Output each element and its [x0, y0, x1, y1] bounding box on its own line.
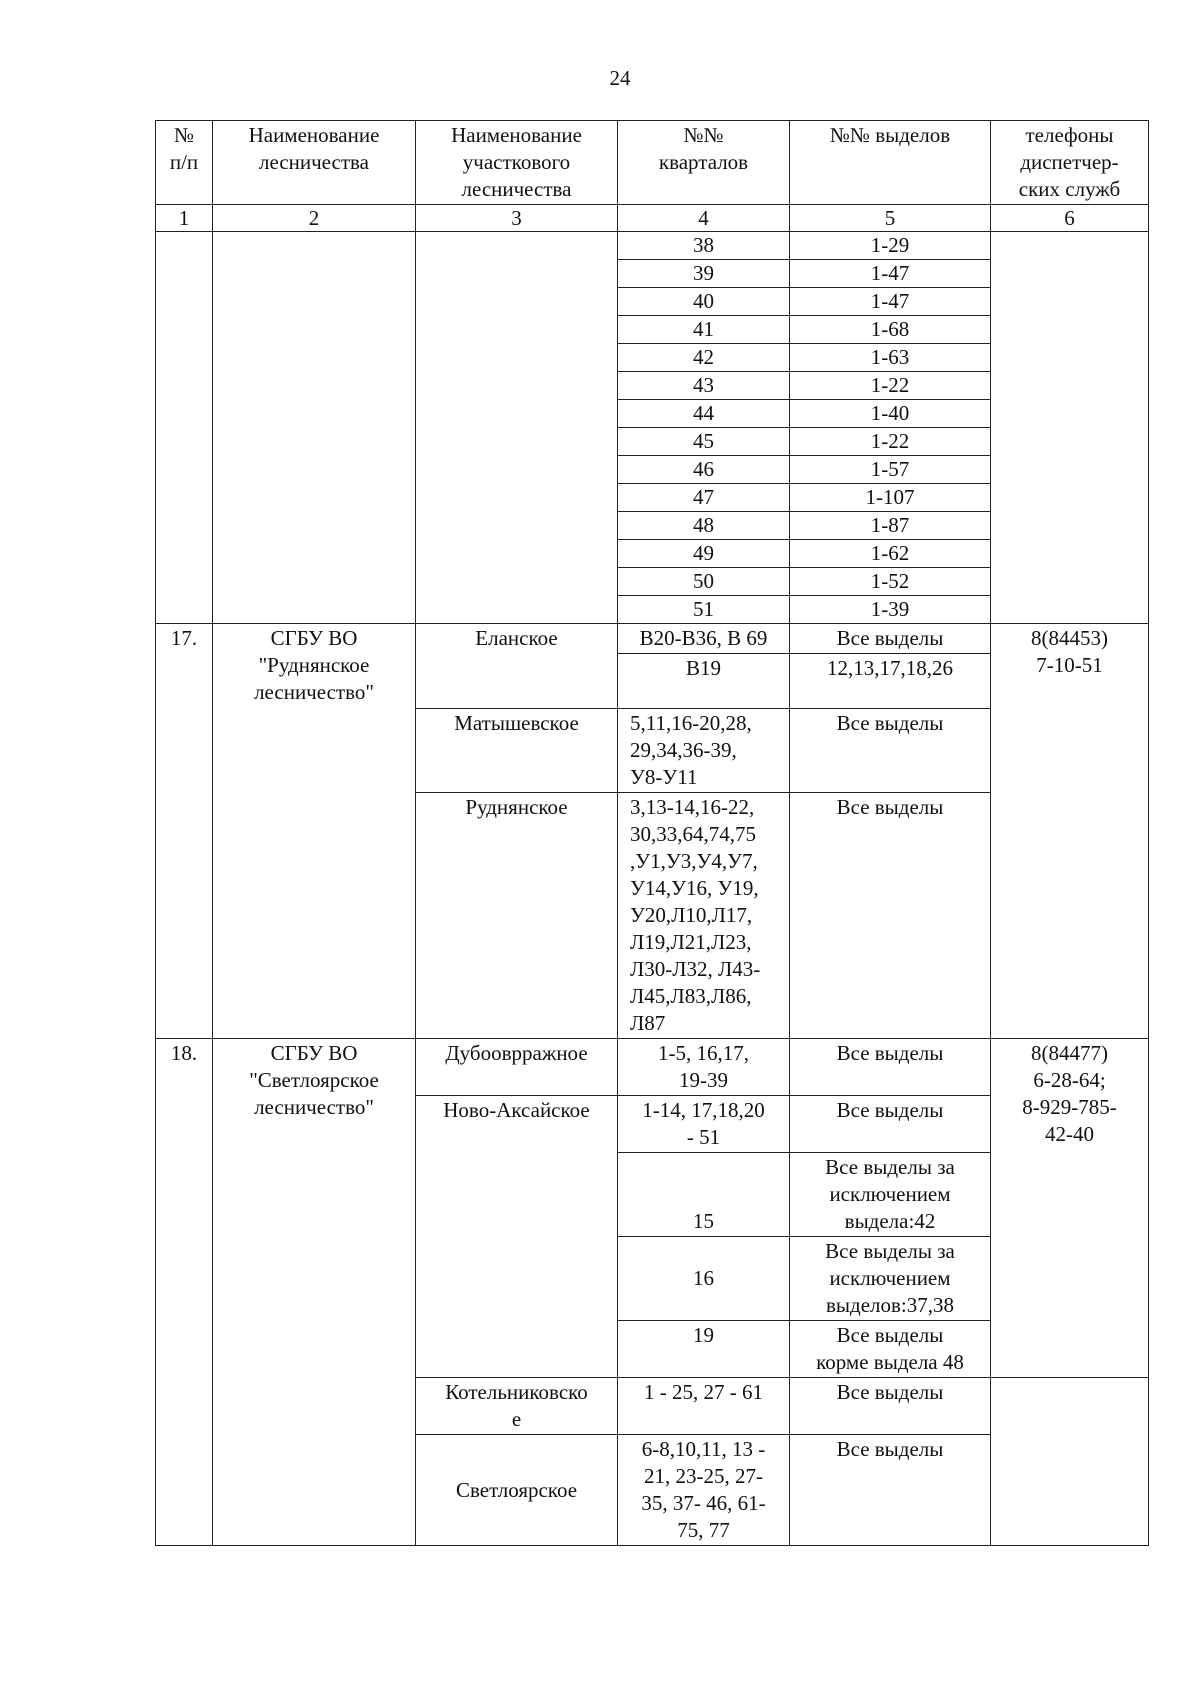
header-quarters: №№ кварталов [618, 121, 790, 205]
district-name: Дубооврражное [416, 1039, 618, 1096]
quarter-cell: 3,13-14,16-22, 30,33,64,74,75 ,У1,У3,У4,У7, У14,У16, У19, У20,Л10,Л17, Л19,Л21,Л23, Л30-Л32, Л43- Л45,Л83,Л86, Л87 [618, 793, 790, 1039]
forestry-table [155, 120, 1149, 1546]
district-name: Ново-Аксайское [416, 1096, 618, 1378]
quarter-cell: 50 [618, 568, 790, 596]
sections-cell: Все выделы [790, 1435, 991, 1546]
column-number: 6 [991, 205, 1149, 232]
district-name: Матышевское [416, 709, 618, 793]
sections-cell: Все выделы корме выдела 48 [790, 1321, 991, 1378]
district-name: Руднянское [416, 793, 618, 1039]
quarter-cell: 49 [618, 540, 790, 568]
table-row-entry18 [156, 1039, 1149, 1096]
forestry-name: СГБУ ВО "Светлоярское лесничество" [213, 1039, 416, 1546]
quarter-cell: 51 [618, 596, 790, 624]
phone-cell: 8(84477) 6-28-64; 8-929-785- 42-40 [991, 1039, 1149, 1378]
sections-cell: Все выделы за исключением выделов:37,38 [790, 1237, 991, 1321]
sections-cell: Все выделы [790, 1096, 991, 1153]
sections-cell: Все выделы за исключением выдела:42 [790, 1153, 991, 1237]
quarter-cell: 5,11,16-20,28, 29,34,36-39, У8-У11 [618, 709, 790, 793]
sections-cell: 1-68 [790, 316, 991, 344]
table-row-entry17 [156, 624, 1149, 654]
entry-number: 17. [156, 624, 213, 1039]
sections-cell: Все выделы [790, 1039, 991, 1096]
column-number-row [156, 205, 1149, 232]
sections-cell: Все выделы [790, 1378, 991, 1435]
quarter-cell: 44 [618, 400, 790, 428]
quarter-cell: 15 [618, 1153, 790, 1237]
column-number: 1 [156, 205, 213, 232]
sections-cell: 1-62 [790, 540, 991, 568]
sections-cell: 12,13,17,18,26 [790, 654, 991, 709]
header-forestry: Наименование лесничества [213, 121, 416, 205]
sections-cell: Все выделы [790, 624, 991, 654]
quarter-cell: 41 [618, 316, 790, 344]
quarter-cell: 42 [618, 344, 790, 372]
quarter-cell: В19 [618, 654, 790, 709]
district-name: Светлоярское [416, 1435, 618, 1546]
sections-cell: 1-107 [790, 484, 991, 512]
column-number: 4 [618, 205, 790, 232]
phone-cell-empty [991, 1378, 1149, 1546]
quarter-cell: 16 [618, 1237, 790, 1321]
quarter-cell: 46 [618, 456, 790, 484]
quarter-cell: 45 [618, 428, 790, 456]
header-no: № п/п [156, 121, 213, 205]
sections-cell: 1-39 [790, 596, 991, 624]
table-row [156, 232, 1149, 260]
district-cell-empty [416, 232, 618, 624]
quarter-cell: 47 [618, 484, 790, 512]
phone-cell: 8(84453) 7-10-51 [991, 624, 1149, 1039]
sections-cell: 1-22 [790, 372, 991, 400]
quarter-cell: 39 [618, 260, 790, 288]
column-number: 2 [213, 205, 416, 232]
quarter-cell: В20-В36, В 69 [618, 624, 790, 654]
column-number: 5 [790, 205, 991, 232]
sections-cell: 1-63 [790, 344, 991, 372]
quarter-cell: 38 [618, 232, 790, 260]
quarter-cell: 1-14, 17,18,20 - 51 [618, 1096, 790, 1153]
sections-cell: 1-52 [790, 568, 991, 596]
phone-cell-empty [991, 232, 1149, 624]
forestry-cell-empty [213, 232, 416, 624]
quarter-cell: 6-8,10,11, 13 - 21, 23-25, 27- 35, 37- 46, 61- 75, 77 [618, 1435, 790, 1546]
quarter-cell: 19 [618, 1321, 790, 1378]
header-row [156, 121, 1149, 205]
quarter-cell: 48 [618, 512, 790, 540]
no-cell-empty [156, 232, 213, 624]
quarter-cell: 1 - 25, 27 - 61 [618, 1378, 790, 1435]
sections-cell: 1-47 [790, 260, 991, 288]
sections-cell: Все выделы [790, 793, 991, 1039]
quarter-cell: 40 [618, 288, 790, 316]
sections-cell: 1-57 [790, 456, 991, 484]
sections-cell: 1-22 [790, 428, 991, 456]
sections-cell: 1-40 [790, 400, 991, 428]
forestry-name: СГБУ ВО "Руднянское лесничество" [213, 624, 416, 1039]
district-name: Еланское [416, 624, 618, 709]
header-phones: телефоны диспетчер- ских служб [991, 121, 1149, 205]
page-number: 24 [609, 66, 631, 90]
header-district: Наименование участкового лесничества [416, 121, 618, 205]
sections-cell: 1-47 [790, 288, 991, 316]
entry-number: 18. [156, 1039, 213, 1546]
sections-cell: Все выделы [790, 709, 991, 793]
sections-cell: 1-87 [790, 512, 991, 540]
column-number: 3 [416, 205, 618, 232]
district-name: Котельниковско е [416, 1378, 618, 1435]
quarter-cell: 1-5, 16,17, 19-39 [618, 1039, 790, 1096]
sections-cell: 1-29 [790, 232, 991, 260]
header-sections: №№ выделов [790, 121, 991, 205]
quarter-cell: 43 [618, 372, 790, 400]
